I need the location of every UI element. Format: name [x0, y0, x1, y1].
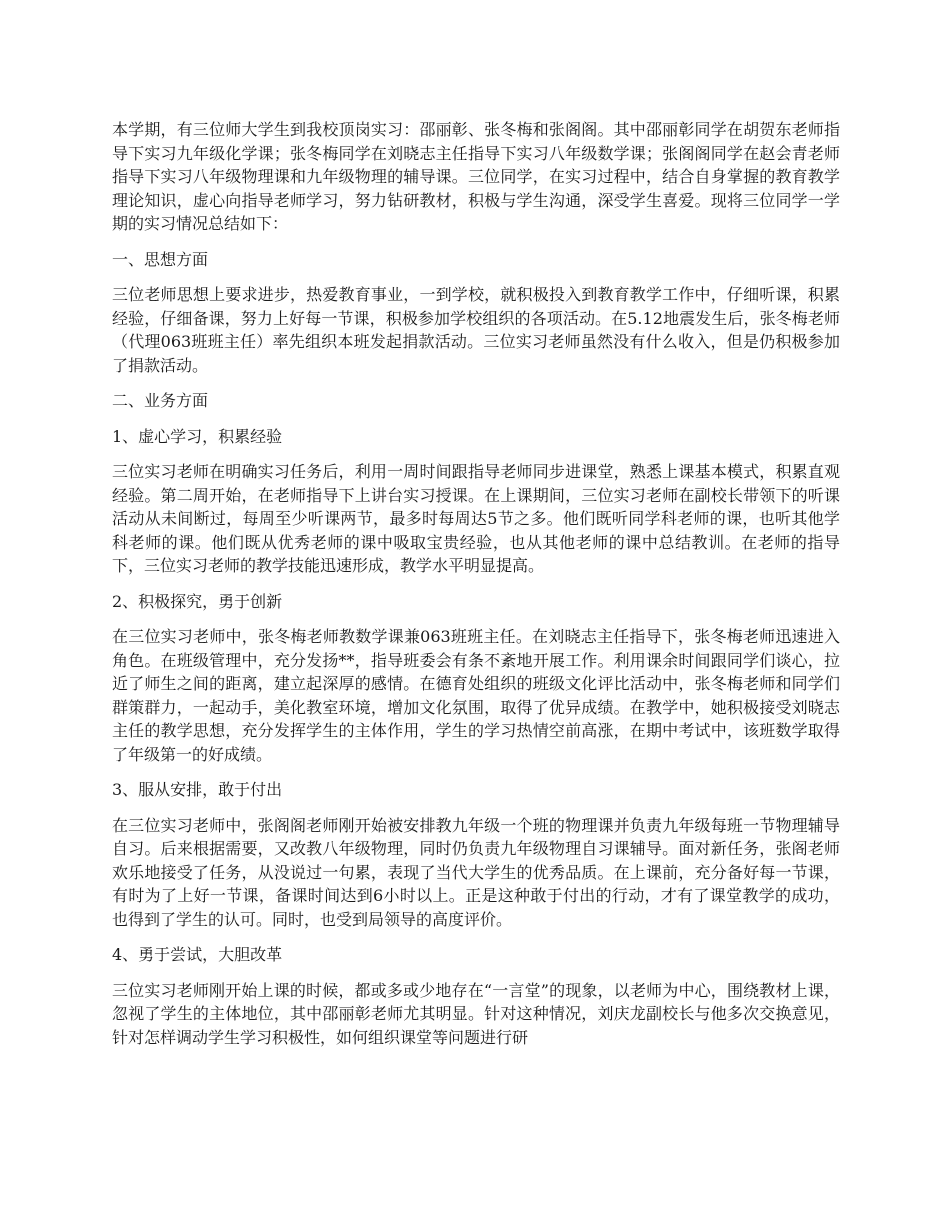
obedience-paragraph: 在三位实习老师中，张阁阁老师刚开始被安排教九年级一个班的物理课并负责九年级每班一节物理辅导自习。后来根据需要，又改教八年级物理，同时仍负责九年级物理自习课辅导。面对新任务，张阁老师欢乐地接受了任务，从没说过一句累，表现了当代大学生的优秀品质。在上课前，充分备好每一节课，有时为了上好一节课，备课时间达到6小时以上。正是这种敢于付出的行动，才有了课堂教学的成功，也得到了学生的认可。同时，也受到局领导的高度评价。	[112, 815, 840, 929]
subheading-1: 1、虚心学习，积累经验	[112, 426, 283, 446]
subheading-2: 2、积极探究，勇于创新	[112, 591, 283, 611]
reform-paragraph: 三位实习老师刚开始上课的时候，都或多或少地存在“一言堂”的现象，以老师为中心，围绕教材上课，忽视了学生的主体地位，其中邵丽彰老师尤其明显。针对这种情况，刘庆龙副校长与他多次交换意见，针对怎样调动学生学习积极性，如何组织课堂等问题进行研	[112, 980, 840, 1047]
subheading-4: 4、勇于尝试，大胆改革	[112, 945, 283, 964]
intro-paragraph: 本学期，有三位师大学生到我校顶岗实习：邵丽彰、张冬梅和张阁阁。其中邵丽彰同学在胡贺东老师指导下实习九年级化学课；张冬梅同学在刘晓志主任指导下实习八年级数学课；张阁阁同学在赵会青老师指导下实习八年级物理课和九年级物理的辅导课。三位同学，在实习过程中，结合自身掌握的教育教学理论知识，虚心向指导老师学习，努力钻研教材，积极与学生沟通，深受学生喜爱。现将三位同学一学期的实习情况总结如下：	[112, 120, 840, 233]
section-heading-business: 二、业务方面	[112, 391, 209, 410]
section-heading-thought: 一、思想方面	[112, 249, 209, 269]
document-body	[112, 118, 840, 1061]
learning-paragraph: 三位实习老师在明确实习任务后，利用一周时间跟指导老师同步进课堂，熟悉上课基本模式，积累直观经验。第二周开始，在老师指导下上讲台实习授课。在上课期间，三位实习老师在副校长带领下的听课活动从未间断过，每周至少听课两节，最多时每周达5节之多。他们既听同学科老师的课，也听其他学科老师的课。他们既从优秀老师的课中吸取宝贵经验，也从其他老师的课中总结教训。在老师的指导下，三位实习老师的教学技能迅速形成，教学水平明显提高。	[112, 462, 840, 575]
subheading-3: 3、服从安排，敢于付出	[112, 780, 283, 799]
thought-paragraph: 三位老师思想上要求进步，热爱教育事业，一到学校，就积极投入到教育教学工作中，仔细听课，积累经验，仔细备课，努力上好每一节课，积极参加学校组织的各项活动。在5.12地震发生后，张冬梅老师（代理063班班主任）率先组织本班发起捐款活动。三位实习老师虽然没有什么收入，但是仍积极参加了捐款活动。	[112, 285, 840, 375]
innovation-paragraph: 在三位实习老师中，张冬梅老师教数学课兼063班班主任。在刘晓志主任指导下，张冬梅老师迅速进入角色。在班级管理中，充分发扬**，指导班委会有条不紊地开展工作。利用课余时间跟同学们谈心，拉近了师生之间的距离，建立起深厚的感情。在德育处组织的班级文化评比活动中，张冬梅老师和同学们群策群力，一起动手，美化教室环境，增加文化氛围，取得了优异成绩。在教学中，她积极接受刘晓志主任的教学思想，充分发挥学生的主体作用，学生的学习热情空前高涨，在期中考试中，该班数学取得了年级第一的好成绩。	[112, 627, 840, 764]
